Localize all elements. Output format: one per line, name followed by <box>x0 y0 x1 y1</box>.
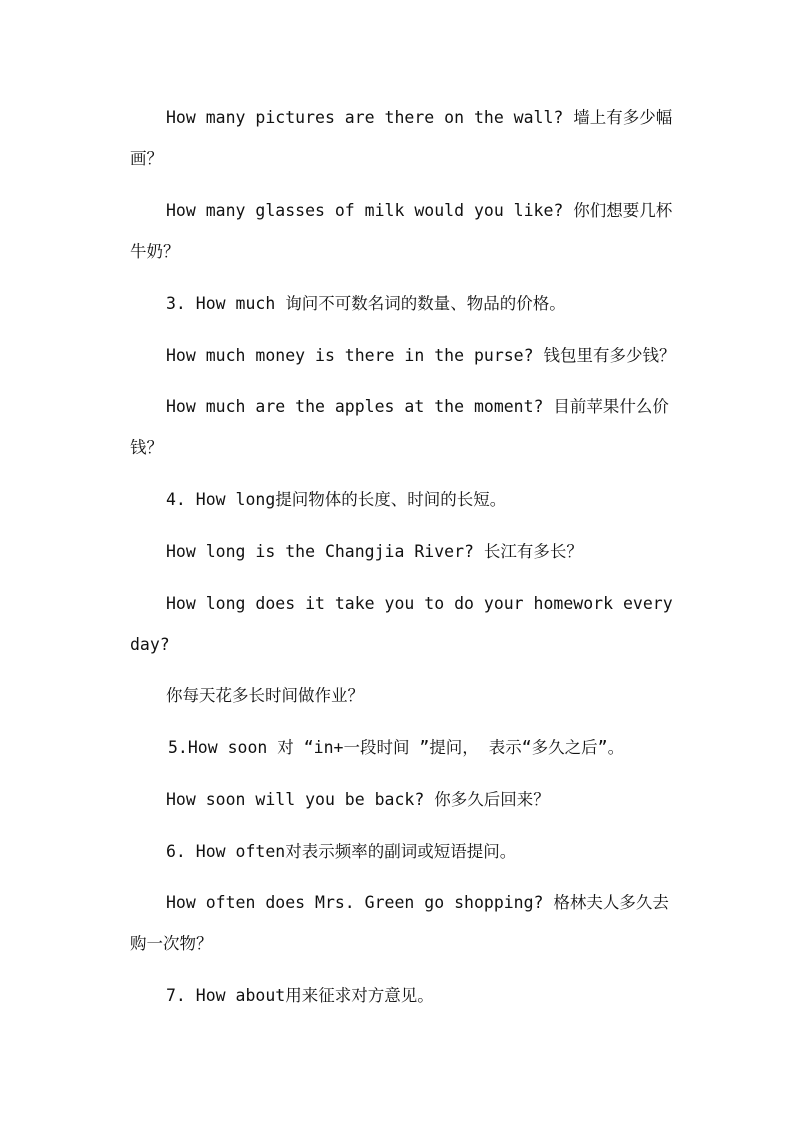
text-line: 购一次物？ <box>130 934 213 953</box>
text-line: How often does Mrs. Green go shopping? 格林夫人多久去 <box>166 893 669 912</box>
text-line: How much money is there in the purse? 钱包里有多少钱？ <box>166 346 676 365</box>
section-heading: 5.How soon 对 “in+一段时间 ”提问， 表示“多久之后”。 <box>168 738 625 757</box>
text-line: How soon will you be back? 你多久后回来？ <box>166 790 550 809</box>
text-line: How long is the Changjia River? 长江有多长？ <box>166 542 583 561</box>
text-line: 你每天花多长时间做作业？ <box>166 686 364 705</box>
section-heading: 7. How about用来征求对方意见。 <box>166 986 434 1005</box>
section-heading: 3. How much 询问不可数名词的数量、物品的价格。 <box>166 294 566 313</box>
text-line: How much are the apples at the moment? 目前苹果什么价 <box>166 397 669 416</box>
text-line: day? <box>130 635 170 654</box>
text-line: 钱？ <box>130 438 163 457</box>
text-line: How many glasses of milk would you like? 你们想要几杯 <box>166 201 673 220</box>
section-heading: 6. How often对表示频率的副词或短语提问。 <box>166 842 517 861</box>
text-line: How many pictures are there on the wall? 墙上有多少幅 <box>166 108 673 127</box>
text-line: 画？ <box>130 149 163 168</box>
text-line: 牛奶？ <box>130 242 180 261</box>
text-line: How long does it take you to do your homework every <box>166 594 673 613</box>
section-heading: 4. How long提问物体的长度、时间的长短。 <box>166 490 507 509</box>
